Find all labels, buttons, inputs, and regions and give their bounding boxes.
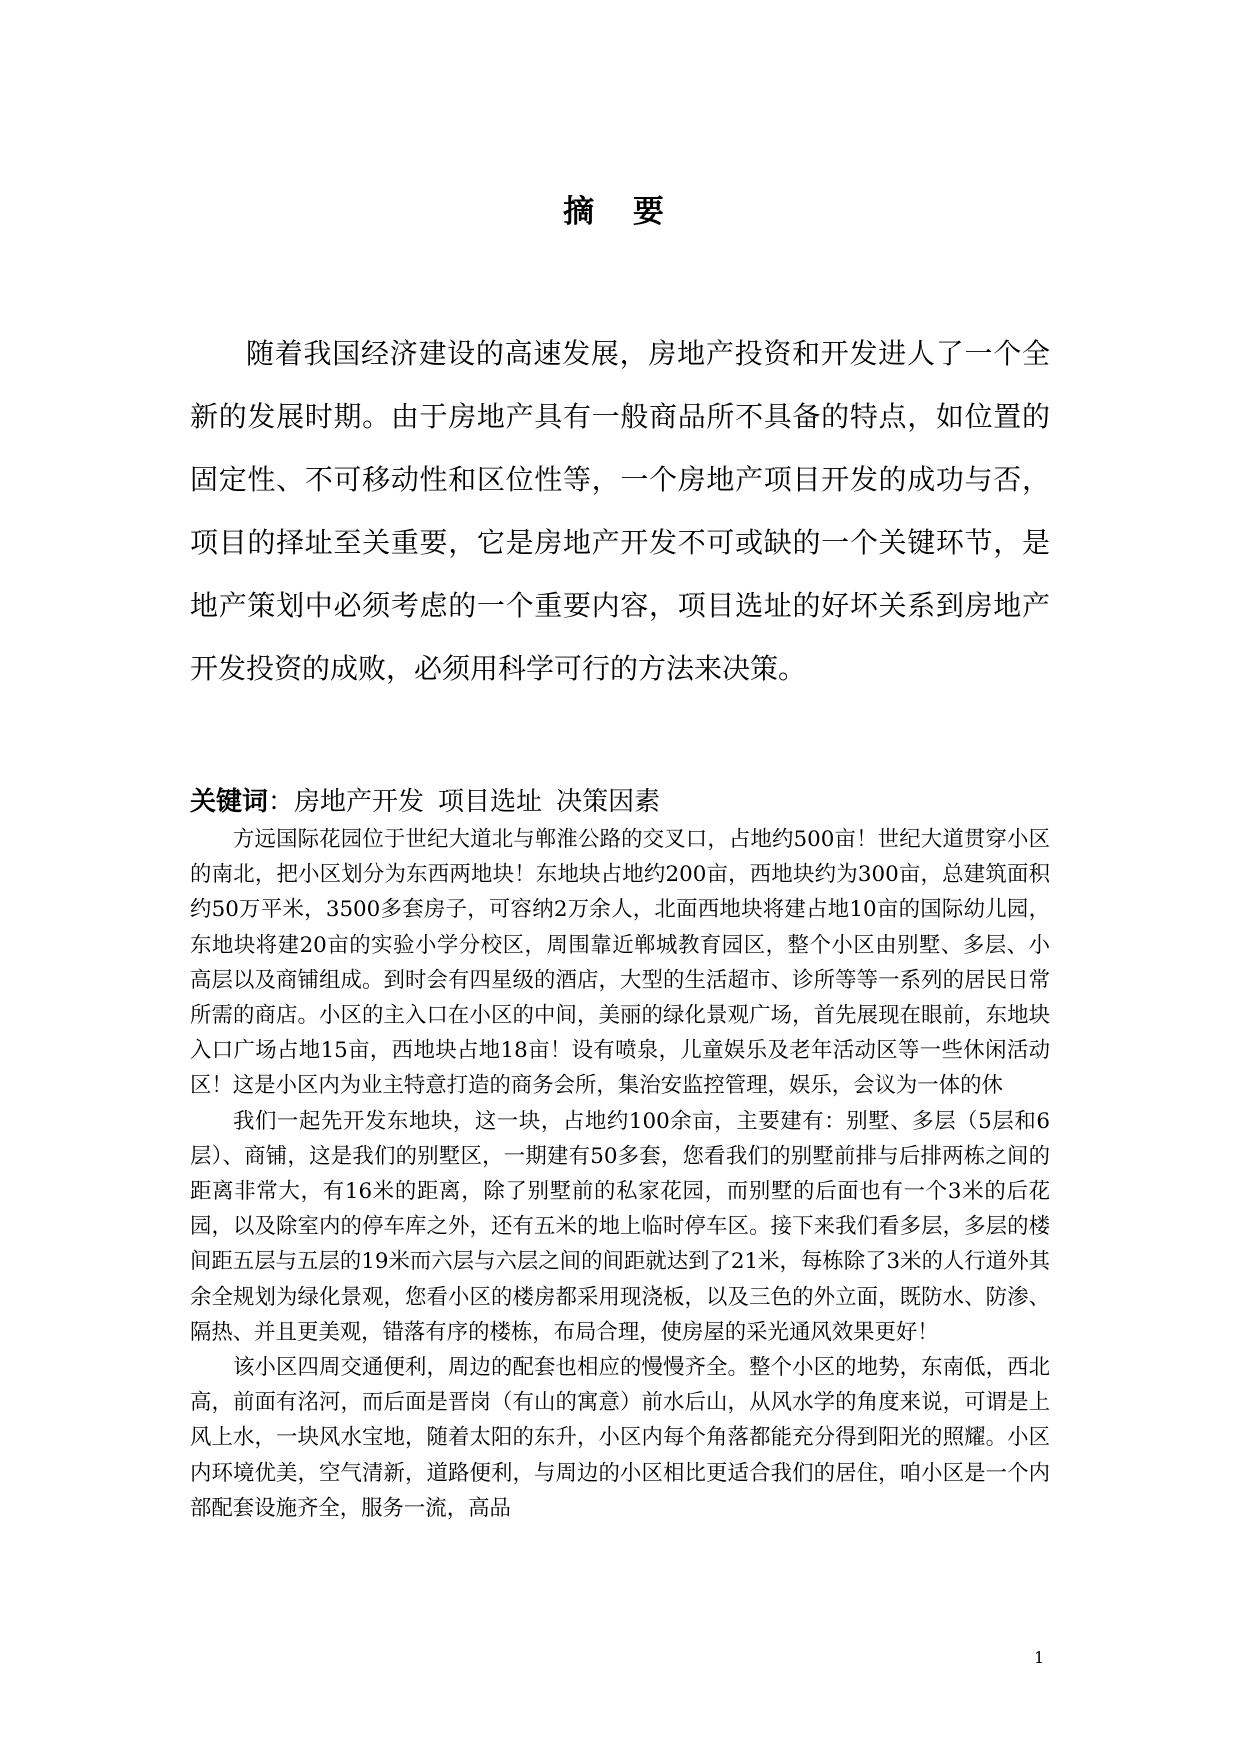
keyword-item: 项目选址 xyxy=(438,787,543,817)
body-paragraph: 该小区四周交通便利，周边的配套也相应的慢慢齐全。整个小区的地势，东南低，西北高，前面有洺河，而后面是晋岗（有山的寓意）前水后山，从风水学的角度来说，可谓是上风上水，一块风水宝地，随着太阳的东升，小区内每个角落都能充分得到阳光的照耀。小区内环境优美，空气清新，道路便利，与周边的小区相比更适合我们的居住，咱小区是一个内部配套设施齐全，服务一流，高品 xyxy=(190,1355,1050,1521)
body-text xyxy=(190,822,1050,1526)
keywords-separator: ： xyxy=(268,787,295,817)
page-title: 摘 要 xyxy=(563,194,678,230)
keywords-line xyxy=(190,782,1050,822)
body-paragraph: 方远国际花园位于世纪大道北与郸淮公路的交叉口，占地约500亩！世纪大道贯穿小区的南北，把小区划分为东西两地块！东地块占地约200亩，西地块约为300亩，总建筑面积约50万平米，3500多套房子，可容纳2万余人，北面西地块将建占地10亩的国际幼儿园，东地块将建20亩的实验小学分校区，周围靠近郸城教育园区，整个小区由别墅、多层、小高层以及商铺组成。到时会有四星级的酒店，大型的生活超市、诊所等等一系列的居民日常所需的商店。小区的主入口在小区的中间，美丽的绿化景观广场，首先展现在眼前，东地块入口广场占地15亩，西地块占地18亩！设有喷泉，儿童娱乐及老年活动区等一些休闲活动区！这是小区内为业主特意打造的商务会所，集治安监控管理，娱乐，会议为一体的休 xyxy=(190,827,1050,1099)
body-paragraph: 我们一起先开发东地块，这一块，占地约100余亩，主要建有：别墅、多层（5层和6层）、商铺，这是我们的别墅区，一期建有50多套，您看我们的别墅前排与后排两栋之间的距离非常大，有16米的距离，除了别墅前的私家花园，而别墅的后面也有一个3米的后花园，以及除室内的停车库之外，还有五米的地上临时停车区。接下来我们看多层，多层的楼间距五层与五层的19米而六层与六层之间的间距就达到了21米，每栋除了3米的人行道外其余全规划为绿化景观，您看小区的楼房都采用现浇板，以及三色的外立面，既防水、防渗、隔热、并且更美观，错落有序的楼栋，布局合理，使房屋的采光通风效果更好！ xyxy=(190,1108,1050,1345)
keyword-item: 房地产开发 xyxy=(294,787,425,817)
keywords-label: 关键词 xyxy=(190,787,269,817)
keyword-item: 决策因素 xyxy=(556,787,661,817)
abstract-paragraph: 随着我国经济建设的高速发展，房地产投资和开发进人了一个全新的发展时期。由于房地产具有一般商品所不具备的特点，如位置的固定性、不可移动性和区位性等，一个房地产项目开发的成功与否，项目的择址至关重要，它是房地产开发不可或缺的一个关键环节，是地产策划中必须考虑的一个重要内容，项目选址的好坏关系到房地产开发投资的成败，必须用科学可行的方法来决策。 xyxy=(190,337,1050,685)
page-number: 1 xyxy=(1034,1648,1045,1667)
